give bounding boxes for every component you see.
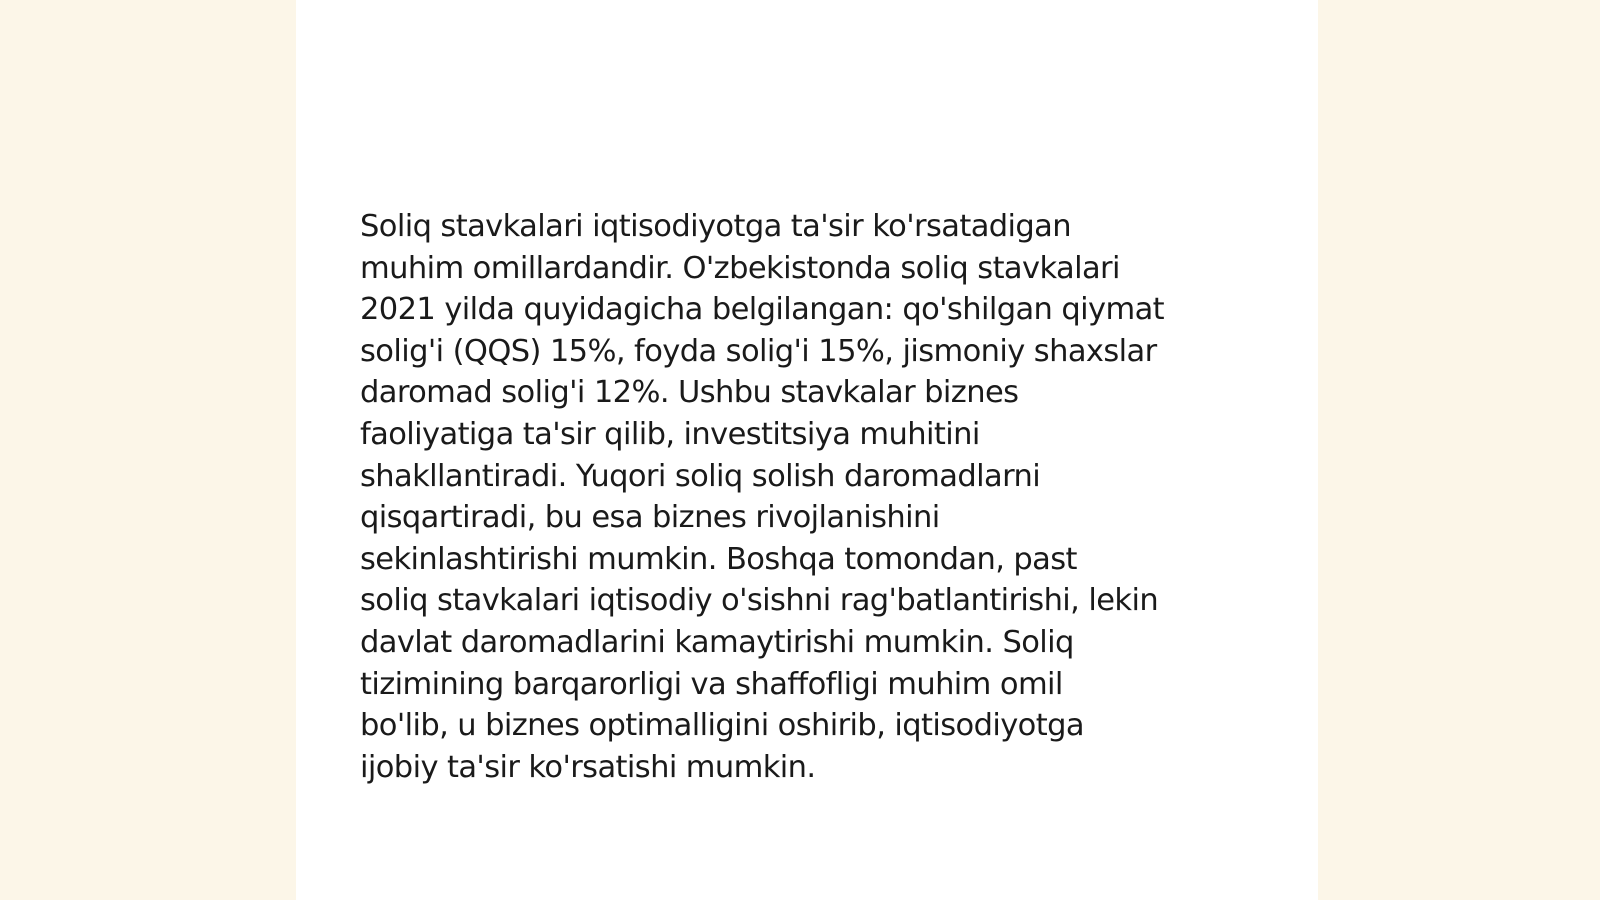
body-paragraph: Soliq stavkalari iqtisodiyotga ta'sir ko'rsatadigan muhim omillardandir. O'zbekistonda soliq stavkalari 2021 yilda quyidagicha belgilangan: qo'shilgan qiymat solig'i (QQS) 15%, foyda solig'i 15%, jismoniy shaxslar daromad solig'i 12%. Ushbu stavkalar biznes faoliyatiga ta'sir qilib, investitsiya muhitini shakllantiradi. Yuqori soliq solish daromadlarni qisqartiradi, bu esa biznes rivojlanishini sekinlashtirishi mumkin. Boshqa tomondan, past soliq stavkalari iqtisodiy o'sishni rag'batlantirishi, lekin davlat daromadlarini kamaytirishi mumkin. Soliq tizimining barqarorligi va shaffofligi muhim omil bo'lib, u biznes optimalligini oshirib, iqtisodiyotga ijobiy ta'sir ko'rsatishi mumkin. xyxy=(360,209,1165,785)
document-page xyxy=(296,0,1318,900)
